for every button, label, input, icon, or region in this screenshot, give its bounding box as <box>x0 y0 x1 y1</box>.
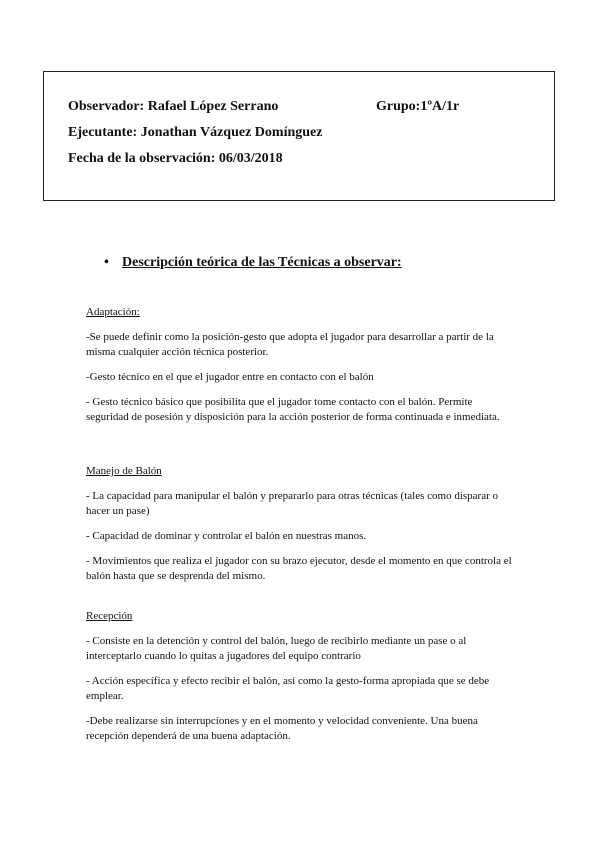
paragraph: - Movimientos que realiza el jugador con su brazo ejecutor, desde el momento en que controla el balón hasta que se desprenda del mismo. <box>86 555 512 582</box>
techniques-heading <box>104 255 402 271</box>
techniques-heading-text: Descripción teórica de las Técnicas a observar: <box>122 255 402 270</box>
date-line: Fecha de la observación: 06/03/2018 <box>68 151 283 166</box>
paragraph: -Debe realizarse sin interrupciones y en el momento y velocidad conveniente. Una buena recepción dependerá de una buena adaptación. <box>86 715 478 742</box>
observer-line: Observador: Rafael López Serrano <box>68 99 279 114</box>
paragraph: - La capacidad para manipular el balón y prepararlo para otras técnicas (tales como disparar o hacer un pase) <box>86 490 498 517</box>
group-line: Grupo:1ºA/1r <box>376 99 460 114</box>
section-title: Recepción <box>86 610 133 622</box>
section-manejo-balon <box>86 464 512 594</box>
paragraph: - Capacidad de dominar y controlar el balón en nuestras manos. <box>86 530 367 542</box>
section-adaptacion <box>86 305 512 435</box>
section-title: Adaptación: <box>86 306 140 318</box>
paragraph: - Gesto técnico básico que posibilita que el jugador tome contacto con el balón. Permite seguridad de posesión y disposición para la acción posterior de forma continuada e inmediata. <box>86 396 500 423</box>
paragraph: - Consiste en la detención y control del balón, luego de recibirlo mediante un pase o al interceptarlo cuando lo quitas a jugadores del equipo contrario <box>86 635 467 662</box>
performer-line: Ejecutante: Jonathan Vázquez Domínguez <box>68 125 323 140</box>
paragraph: -Se puede definir como la posición-gesto que adopta el jugador para desarrollar a partir de la misma cualquier acción técnica posterior. <box>86 331 494 358</box>
paragraph: -Gesto técnico en el que el jugador entre en contacto con el balón <box>86 371 374 383</box>
paragraph: - Acción específica y efecto recibir el balón, así como la gesto-forma apropiada que se debe emplear. <box>86 675 490 702</box>
bullet-icon: • <box>104 255 109 270</box>
section-recepcion <box>86 609 512 754</box>
section-title: Manejo de Balón <box>86 465 162 477</box>
